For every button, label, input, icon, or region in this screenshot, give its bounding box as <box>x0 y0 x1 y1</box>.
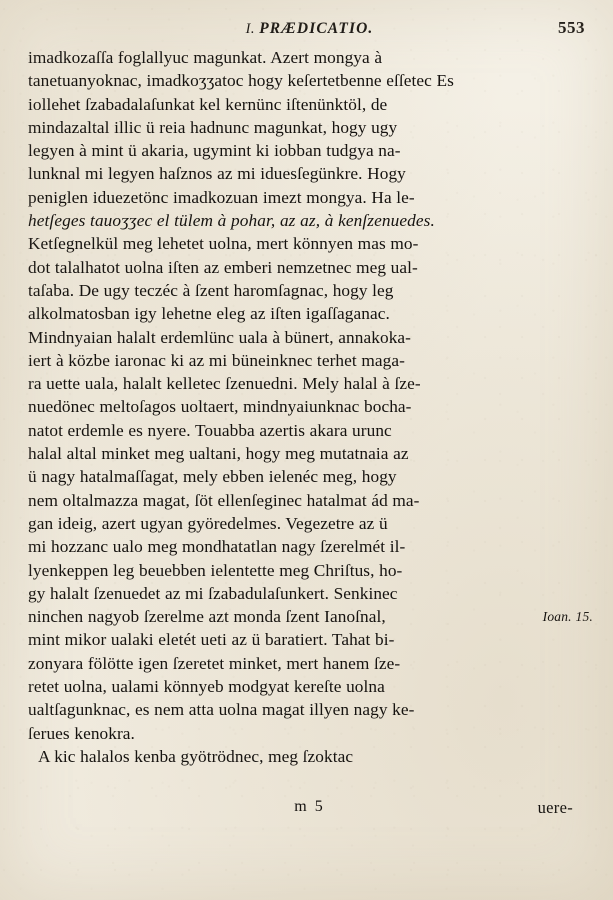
text-line: legyen à mint ü akaria, ugymint ki iobban tudgya na- <box>28 141 401 161</box>
signature-mark: m 5 <box>294 798 325 815</box>
text-line: ninchen nagyob ſzerelme azt monda ſzent Ianoſnal, <box>28 607 386 627</box>
text-line: halal altal minket meg ualtani, hogy meg mutatnaia az <box>28 444 409 464</box>
page-header <box>28 18 591 44</box>
text-line: A kic halalos kenba gyötrödnec, meg ſzoktac <box>38 746 354 766</box>
body-text <box>28 46 591 768</box>
text-line: gy halalt ſzenuedet az mi ſzabadulaſunkert. Senkinec <box>28 583 398 603</box>
text-line: nem oltalmazza magat, ſöt ellenſeginec hatalmat ád ma- <box>28 490 420 510</box>
text-line: mi hozzanc ualo meg mondhatatlan nagy ſzerelmét il- <box>28 537 406 557</box>
page-content <box>28 18 591 768</box>
text-line: zonyara fölötte igen ſzeretet minket, mert hanem ſze- <box>28 653 401 673</box>
running-title: PRÆDICATIO. <box>259 20 374 37</box>
text-line: Mindnyaian halalt erdemlünc uala à bünert, annakoka- <box>28 327 411 347</box>
text-line: lunknal mi legyen haſznos az mi iduesſegünkre. Hogy <box>28 164 406 184</box>
text-line: mindazaltal illic ü reia hadnunc magunkat, hogy ugy <box>28 117 398 137</box>
text-line: dot talalhatot uolna iſten az emberi nemzetnec meg ual- <box>28 257 418 277</box>
text-line: ü nagy hatalmaſſagat, mely ebben ielenéc meg, hogy <box>28 467 397 487</box>
running-head <box>246 20 374 38</box>
text-line: mint mikor ualaki eletét ueti az ü baratiert. Tahat bi- <box>28 630 395 650</box>
text-line-with-marginalia <box>28 605 593 628</box>
folio-number: 553 <box>558 18 585 37</box>
marginal-note: Ioan. 15. <box>542 609 593 625</box>
text-line: alkolmatosban igy lehetne eleg az iſten igaſſaganac. <box>28 304 390 324</box>
text-line: nuedönec meltoſagos uoltaert, mindnyaiunknac bocha- <box>28 397 412 417</box>
catchword: uere- <box>537 798 573 817</box>
text-line: natot erdemle es nyere. Touabba azertis akara urunc <box>28 420 392 440</box>
text-line: iert à közbe iaronac ki az mi büneinknec terhet maga- <box>28 350 405 370</box>
text-line: ualtſagunknac, es nem atta uolna magat illyen nagy ke- <box>28 700 415 720</box>
text-line: ſerues kenokra. <box>28 723 135 743</box>
text-line: retet uolna, ualami könnyeb modgyat kereſte uolna <box>28 677 385 697</box>
text-line: gan ideig, azert ugyan györedelmes. Vegezetre az ü <box>28 513 388 533</box>
text-line: ra uette uala, halalt kelletec ſzenuedni. Mely halal à ſze- <box>28 374 421 394</box>
text-line: peniglen iduezetönc imadkozuan imezt mongya. Ha le- <box>28 187 415 207</box>
text-line: iollehet ſzabadalaſunkat kel kernünc iſtenünktöl, de <box>28 94 388 114</box>
page-footer <box>28 798 591 822</box>
text-line: imadkozaſſa foglallyuc magunkat. Azert mongya à <box>28 48 383 67</box>
text-line: lyenkeppen leg beuebben ielentette meg Chriſtus, ho- <box>28 560 403 580</box>
text-line: tanetuanyoknac, imadkoʒʒatoc hogy keſertetbenne eſſetec Es <box>28 71 454 91</box>
text-line: hetſeges tauoʒʒec el tülem à pohar, az az, à kenſzenuedes. <box>28 211 435 231</box>
text-line: Ketſegnelkül meg lehetet uolna, mert könnyen mas mo- <box>28 234 419 254</box>
text-line: taſaba. De ugy teczéc à ſzent haromſagnac, hogy leg <box>28 280 394 300</box>
section-number: I. <box>245 21 255 37</box>
